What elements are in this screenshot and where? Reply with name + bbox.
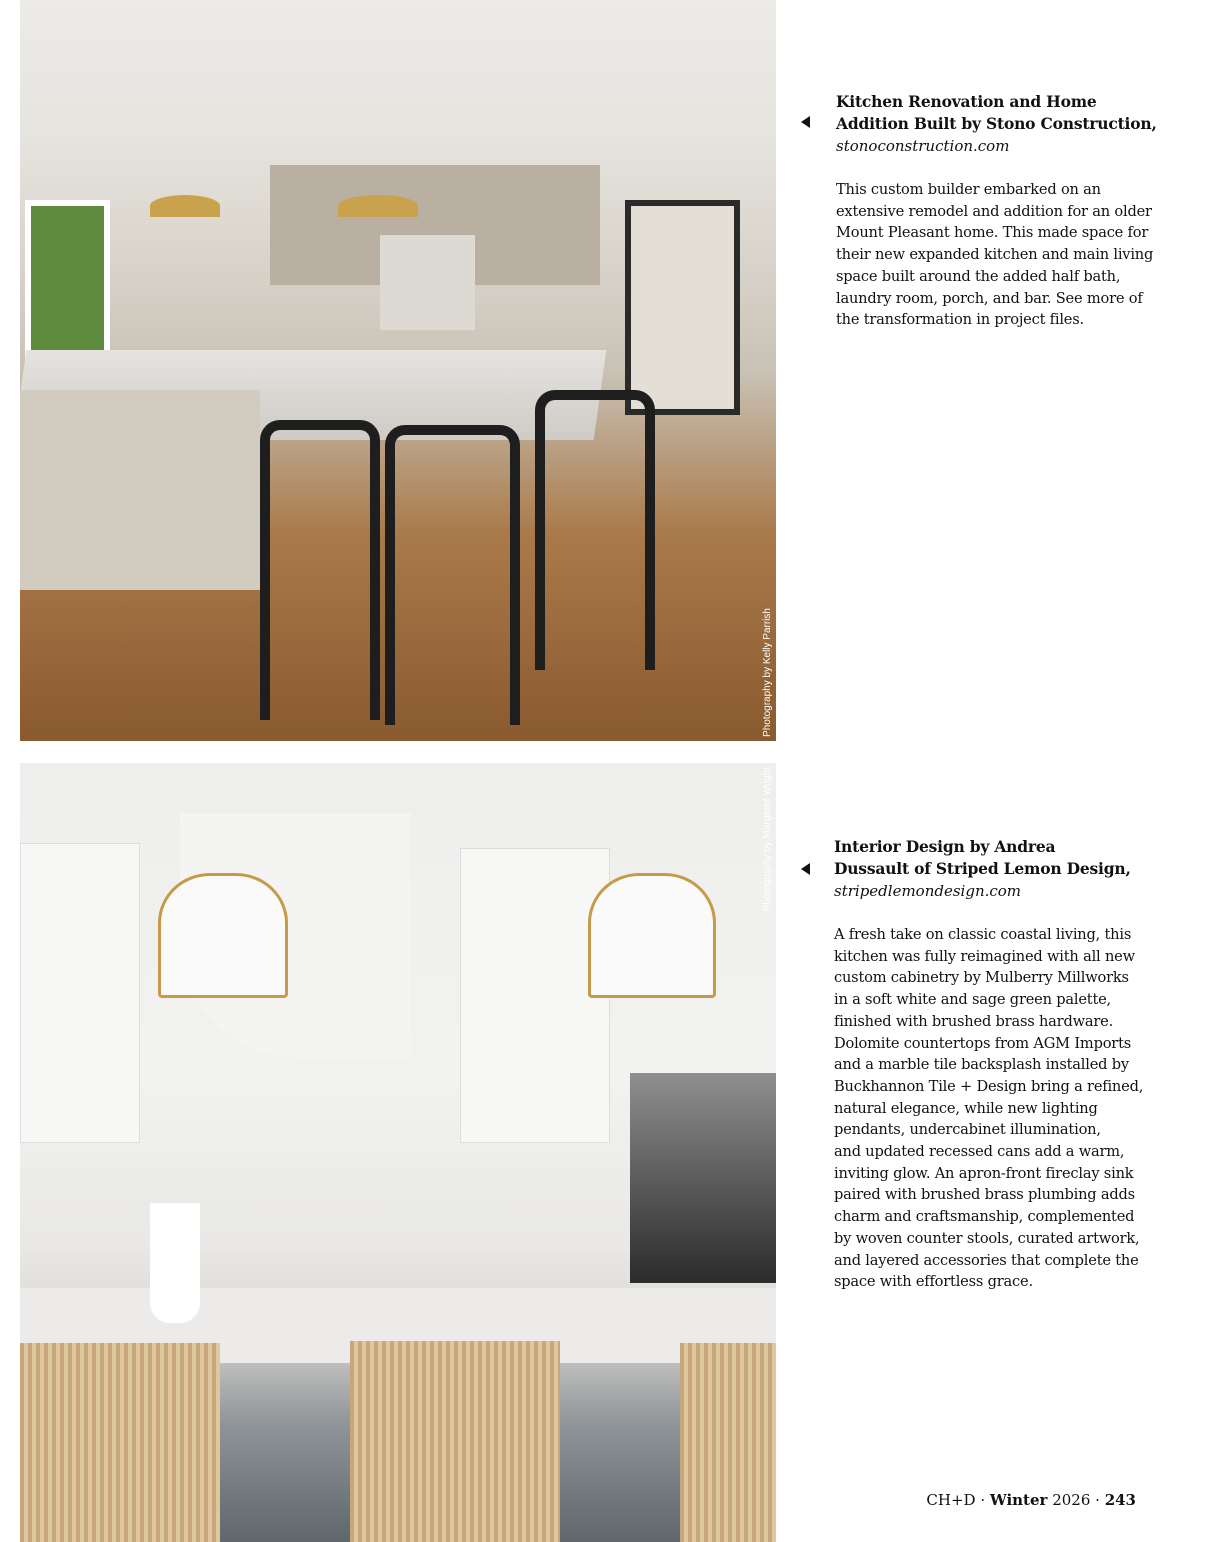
tile-backsplash	[380, 235, 475, 330]
bar-stool	[260, 420, 380, 720]
page-number: 243	[1104, 1491, 1136, 1509]
article-1	[836, 91, 1166, 331]
magazine-name: CH+D	[926, 1491, 976, 1509]
article-body: A fresh take on classic coastal living, this kitchen was fully reimagined with all new custom cabinetry by Mulberry Millworks in a soft white and sage green palette, finished with brushed brass hardware. Dolomite countertops from AGM Imports and a marble tile backsplash installed by Buckhannon Tile + Design bring a refined, natural elegance, while new lighting pendants, undercabinet illumination, and updated recessed cans add a warm, inviting glow. An apron-front fireclay sink paired with brushed brass plumbing adds charm and craftsmanship, complemented by woven counter stools, curated artwork, and layered accessories that complete the space with effortless grace.	[834, 926, 1144, 1291]
pointer-left-icon	[801, 863, 810, 875]
kitchen-photo-1	[20, 0, 776, 741]
bar-stool	[385, 425, 520, 725]
pendant-light	[150, 195, 220, 217]
kitchen-photo-2	[20, 763, 776, 1542]
separator: ·	[975, 1491, 990, 1509]
flower-vase	[150, 1203, 200, 1323]
article-url: stonoconstruction.com	[836, 137, 1010, 155]
issue-year: 2026	[1047, 1491, 1091, 1509]
woven-stool	[350, 1341, 560, 1542]
article-body: This custom builder embarked on an extensive remodel and addition for an older Mount Pleasant home. This made space for their new expanded kitchen and main living space built around the added half bath, laundry room, porch, and bar. See more of the transformation in project files.	[836, 181, 1154, 329]
article-url: stripedlemondesign.com	[834, 882, 1022, 900]
wall-ovens	[630, 1073, 776, 1283]
island-cabinets	[20, 390, 260, 590]
photo-credit: Photography by Margaret Wright	[762, 767, 773, 912]
article-title: Interior Design by Andrea Dussault of Striped Lemon Design,	[834, 837, 1131, 878]
doorway	[625, 200, 740, 415]
woven-stool	[680, 1343, 776, 1542]
issue-season: Winter	[989, 1491, 1048, 1509]
window	[25, 200, 110, 360]
article-title: Kitchen Renovation and Home Addition Built by Stono Construction,	[836, 92, 1157, 133]
separator: ·	[1090, 1491, 1105, 1509]
pointer-left-icon	[801, 116, 810, 128]
pendant-light	[588, 873, 716, 998]
upper-cabinets	[20, 843, 140, 1143]
photo-credit: Photography by Kelly Parrish	[762, 608, 773, 737]
pendant-light	[338, 195, 418, 217]
page-folio	[926, 1491, 1136, 1509]
article-2	[834, 836, 1164, 1293]
bar-stool	[535, 390, 655, 670]
pendant-light	[158, 873, 288, 998]
woven-stool	[20, 1343, 220, 1542]
